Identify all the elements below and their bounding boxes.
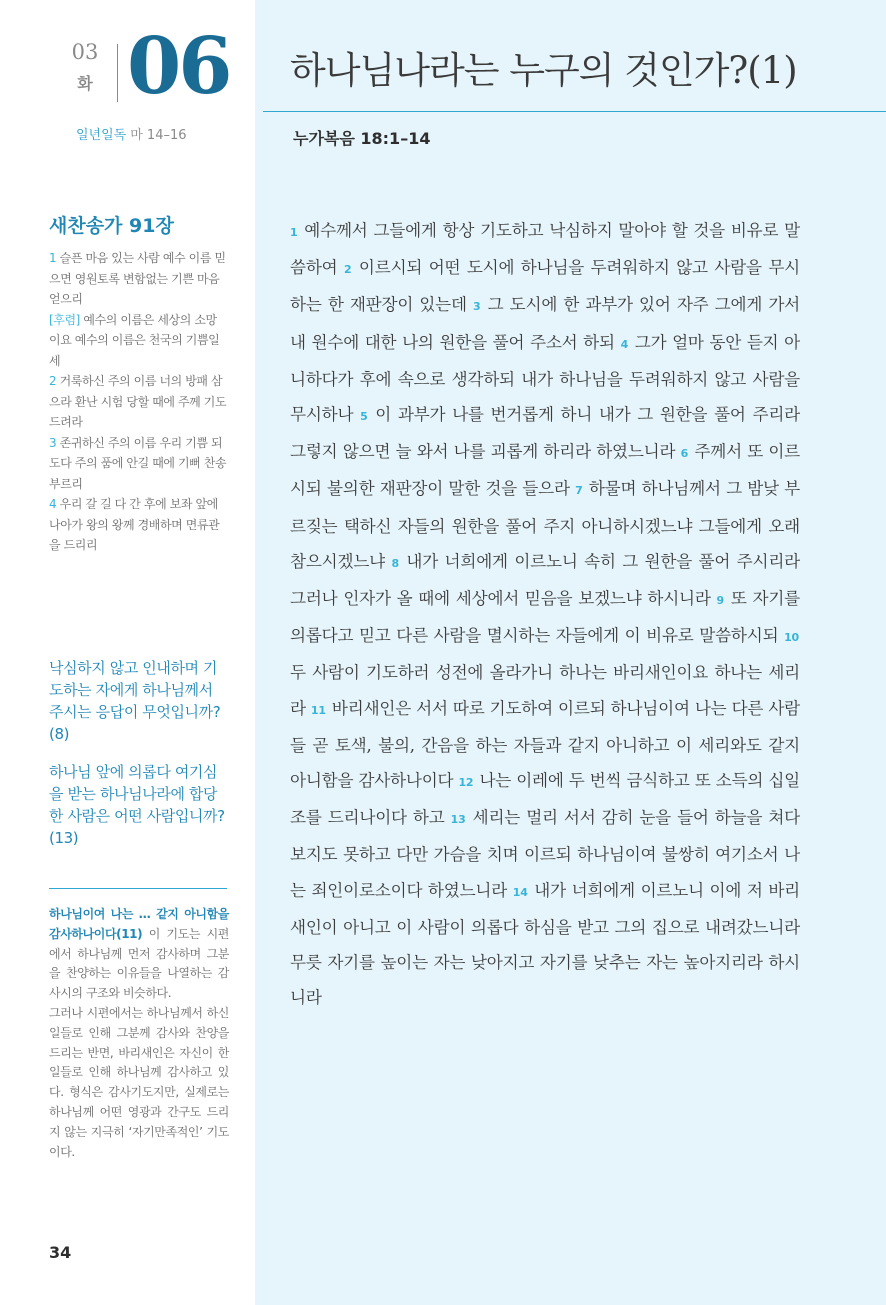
date-day: 06	[127, 21, 230, 112]
hymn-chorus-label: [후렴]	[49, 312, 80, 327]
scripture-reference: 누가복음 18:1–14	[293, 129, 431, 148]
verse-text: 이 과부가 나를 번거롭게 하니 내가 그 원한을 풀어 주리라 그렇지 않으면 늘 와서 나를 괴롭게 하리라 하였느니라	[290, 405, 800, 462]
verse-number: 10	[784, 631, 799, 645]
commentary-note	[49, 905, 229, 1162]
verse-text: 또 자기를 의롭다고 믿고 다른 사람을 멸시하는 자들에게 이 비유로 말씀하시되	[290, 589, 800, 646]
verse-text: 이르시되 어떤 도시에 하나님을 두려워하지 않고 사람을 무시하는 한 재판장이 있는데	[290, 258, 800, 315]
reflection-questions	[49, 657, 229, 865]
verse-number: 11	[310, 703, 326, 717]
question-2: 하나님 앞에 의롭다 여기심을 받는 하나님나라에 합당한 사람은 어떤 사람입니까? (13)	[49, 763, 225, 847]
verse-text: 하물며 하나님께서 그 밤낮 부르짖는 택하신 자들의 원한을 풀어 주지 아니하시겠느냐 그들에게 오래 참으시겠느냐	[290, 479, 800, 571]
verse-number: 8	[391, 556, 399, 570]
page-number: 34	[49, 1243, 72, 1262]
hymn-verse	[49, 248, 227, 310]
title-divider	[263, 111, 886, 112]
hymn-verse-number: 2	[49, 374, 57, 388]
verse-number: 7	[575, 484, 583, 498]
verse-text: 내가 너희에게 이르노니 속히 그 원한을 풀어 주시리라 그러나 인자가 올 때에 세상에서 믿음을 보겠느냐 하시니라	[290, 551, 800, 609]
hymn-verse	[49, 494, 227, 556]
note-text-2: 그러나 시편에서는 하나님께서 하신 일들로 인해 그분께 감사와 찬양을 드리는 반면, 바리새인은 자신이 한 일들로 인해 하나님께 감사하고 있다. 형식은 감사기도지만, 실제로는 하나님께 어떤 영광과 간구도 드리지 않는 지극히 ‘자기만족적인’ 기도이다.	[49, 1005, 229, 1159]
page-title: 하나님나라는 누구의 것인가?(1)	[290, 49, 797, 92]
date-divider	[117, 44, 118, 102]
date-weekday: 화	[77, 74, 93, 93]
hymn-verse-text: 존귀하신 주의 이름 우리 기쁨 되도다 주의 품에 안길 때에 기뻐 찬송부르리	[49, 435, 227, 491]
verse-text: 나는 이레에 두 번씩 금식하고 또 소득의 십일조를 드리나이다 하고	[290, 771, 800, 828]
hymn-verse-text: 슬픈 마음 있는 사람 예수 이름 믿으면 영원토록 변함없는 기쁜 마음 얻으리	[49, 251, 226, 306]
verse-number: 14	[512, 885, 528, 899]
question-1: 낙심하지 않고 인내하며 기도하는 자에게 하나님께서 주시는 응답이 무엇입니까? (8)	[49, 659, 221, 743]
verse-text: 두 사람이 기도하러 성전에 올라가니 하나는 바리새인이요 하나는 세리라	[290, 663, 800, 718]
verse-number: 13	[450, 813, 466, 827]
reading-label: 일년일독	[76, 128, 127, 143]
verse-text: 내가 너희에게 이르노니 이에 저 바리새인이 아니고 이 사람이 의롭다 하심을 받고 그의 집으로 내려갔느니라 무릇 자기를 높이는 자는 낮아지고 자기를 낮추는 자는 높아지리라 하시니라	[290, 880, 800, 1008]
verse-number: 2	[343, 263, 352, 277]
note-highlight: 하나님이여 나는 … 같지 아니함을 감사하나이다(11)	[49, 907, 229, 941]
hymn-verse-number: 3	[49, 435, 57, 450]
date-month: 03	[71, 40, 99, 64]
verse-text: 주께서 또 이르시되 불의한 재판장이 말한 것을 들으라	[290, 442, 800, 499]
note-divider	[49, 888, 227, 889]
reading-ref: 마 14–16	[130, 128, 187, 143]
verse-text: 그가 얼마 동안 듣지 아니하다가 후에 속으로 생각하되 내가 하나님을 두려워하지 않고 사람을 무시하나	[290, 332, 801, 425]
verse-number: 5	[360, 410, 368, 424]
note-text-1: 이 기도는 시편에서 하나님께 먼저 감사하며 그분을 찬양하는 이유들을 나열하는 감사시의 구조와 비슷하다.	[49, 926, 229, 1001]
hymn-verse-text: 거룩하신 주의 이름 너의 방패 삼으라 환난 시험 당할 때에 주께 기도드려라	[49, 374, 227, 429]
verse-number: 1	[290, 226, 298, 239]
verse-text: 세리는 멀리 서서 감히 눈을 들어 하늘을 쳐다보지도 못하고 다만 가슴을 치며 이르되 하나님이여 불쌍히 여기소서 나는 죄인이로소이다 하였느니라	[290, 808, 800, 900]
verse-number: 9	[716, 594, 725, 608]
verse-text: 바리새인은 서서 따로 기도하여 이르되 하나님이여 나는 다른 사람들 곧 토색, 불의, 간음을 하는 자들과 같지 아니하고 이 세리와도 같지 아니함을 감사하나이다	[290, 698, 800, 791]
verse-text: 그 도시에 한 과부가 있어 자주 그에게 가서 내 원수에 대한 나의 원한을 풀어 주소서 하되	[290, 295, 800, 352]
verse-number: 4	[620, 337, 629, 351]
hymn-verse-number: 1	[49, 251, 57, 265]
verse-text: 예수께서 그들에게 항상 기도하고 낙심하지 말아야 할 것을 비유로 말씀하여	[290, 221, 800, 278]
yearly-reading	[76, 129, 187, 142]
hymn-verse-number: 4	[49, 497, 57, 511]
scripture-text	[290, 213, 800, 1015]
hymn-verse	[49, 433, 227, 495]
verse-number: 3	[473, 300, 481, 314]
hymn-lyrics	[49, 248, 227, 556]
hymn-verse-text: 예수의 이름은 세상의 소망이요 예수의 이름은 천국의 기쁨일세	[49, 312, 220, 368]
verse-number: 12	[458, 776, 474, 790]
hymn-verse-text: 우리 갈 길 다 간 후에 보좌 앞에 나아가 왕의 왕께 경배하며 면류관을 드리리	[49, 497, 220, 552]
hymn-verse	[49, 310, 227, 372]
hymn-title: 새찬송가 91장	[49, 215, 174, 237]
verse-number: 6	[680, 447, 689, 461]
hymn-verse	[49, 371, 227, 433]
